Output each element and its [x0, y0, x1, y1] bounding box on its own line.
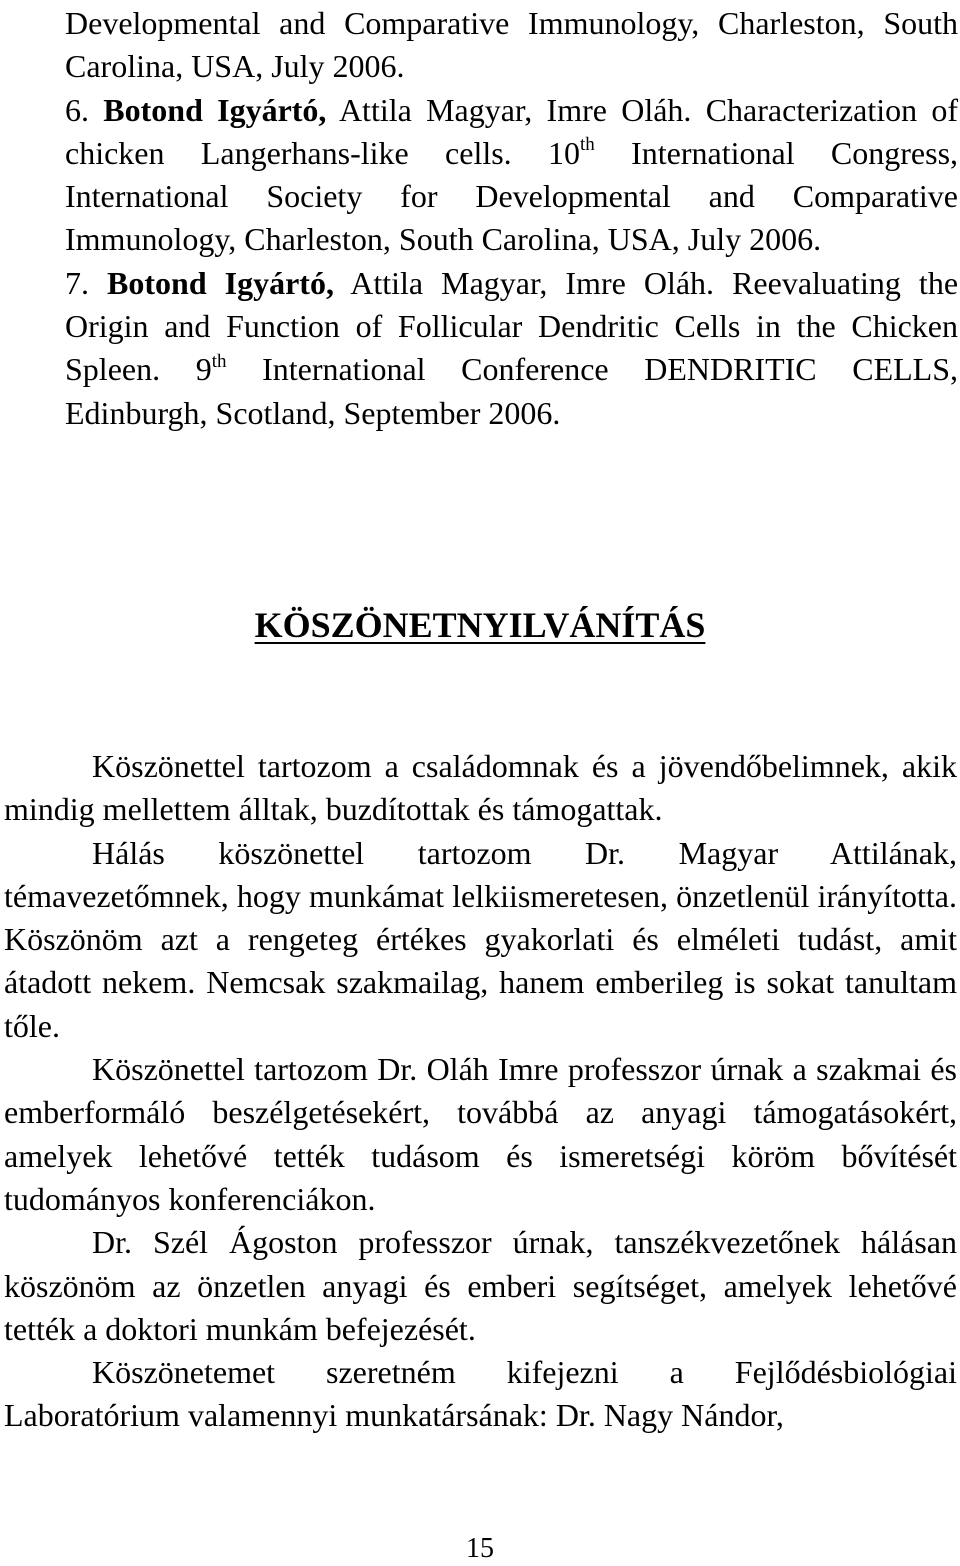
reference-item-6	[65, 89, 958, 262]
acknowledgement-paragraph: Hálás köszönettel tartozom Dr. Magyar Attilának, témavezetőmnek, hogy munkámat lelkiismeretesen, önzetlenül irányította. Köszönöm azt a rengeteg értékes gyakorlati és elméleti tudást, amit átadott nekem. Nemcsak szakmailag, hanem emberileg is sokat tanultam tőle.	[4, 834, 957, 1044]
ordinal-suffix: th	[211, 350, 227, 372]
reference-item-7	[65, 262, 958, 435]
acknowledgements-heading: KÖSZÖNETNYILVÁNÍTÁS	[254, 605, 706, 645]
reference-text: International Conference DENDRITIC CELLS, Edinburgh, Scotland, September 2006.	[65, 351, 958, 431]
reference-bold-authors: Botond Igyártó,	[103, 91, 327, 128]
acknowledgement-paragraph: Köszönettel tartozom a családomnak és a jövendőbelimnek, akik mindig mellettem álltak, buzdítottak és támogattak.	[4, 748, 957, 828]
reference-text: Characterization of chicken Langerhans-like cells. 10	[65, 91, 959, 171]
reference-number: 7.	[65, 264, 89, 301]
reference-authors: Attila Magyar, Imre Oláh.	[338, 91, 692, 128]
reference-text: Reevaluating the Origin and Function of Follicular Dendritic Cells in the Chicken Spleen. 9	[65, 264, 959, 388]
reference-number: 6.	[65, 91, 89, 128]
acknowledgement-paragraph: Dr. Szél Ágoston professzor úrnak, tanszékvezetőnek hálásan köszönöm az önzetlen anyagi és emberi segítséget, amelyek lehetővé tették a doktori munkám befejezését.	[4, 1224, 957, 1347]
acknowledgement-paragraph: Köszönettel tartozom Dr. Oláh Imre professzor úrnak a szakmai és emberformáló beszélgetésekért, továbbá az anyagi támogatásokért, amelyek lehetővé tették tudásom és ismeretségi köröm bővítését tudományos konferenciákon.	[4, 1051, 957, 1217]
reference-continuation	[65, 2, 958, 89]
reference-continuation-text: Developmental and Comparative Immunology, Charleston, South Carolina, USA, July 2006.	[65, 5, 958, 85]
reference-text: International Congress, International Society for Developmental and Comparative Immunology, Charleston, South Carolina, USA, July 2006.	[65, 134, 959, 258]
reference-bold-authors: Botond Igyártó,	[107, 264, 334, 301]
ordinal-suffix: th	[580, 134, 595, 156]
reference-authors: Attila Magyar, Imre Oláh.	[350, 264, 715, 301]
acknowledgement-paragraph: Köszönetemet szeretném kifejezni a Fejlődésbiológiai Laboratórium valamennyi munkatársának: Dr. Nagy Nándor,	[4, 1354, 957, 1434]
acknowledgements-body	[4, 745, 957, 1438]
page-number: 15	[466, 1533, 494, 1564]
reference-list	[65, 2, 958, 435]
